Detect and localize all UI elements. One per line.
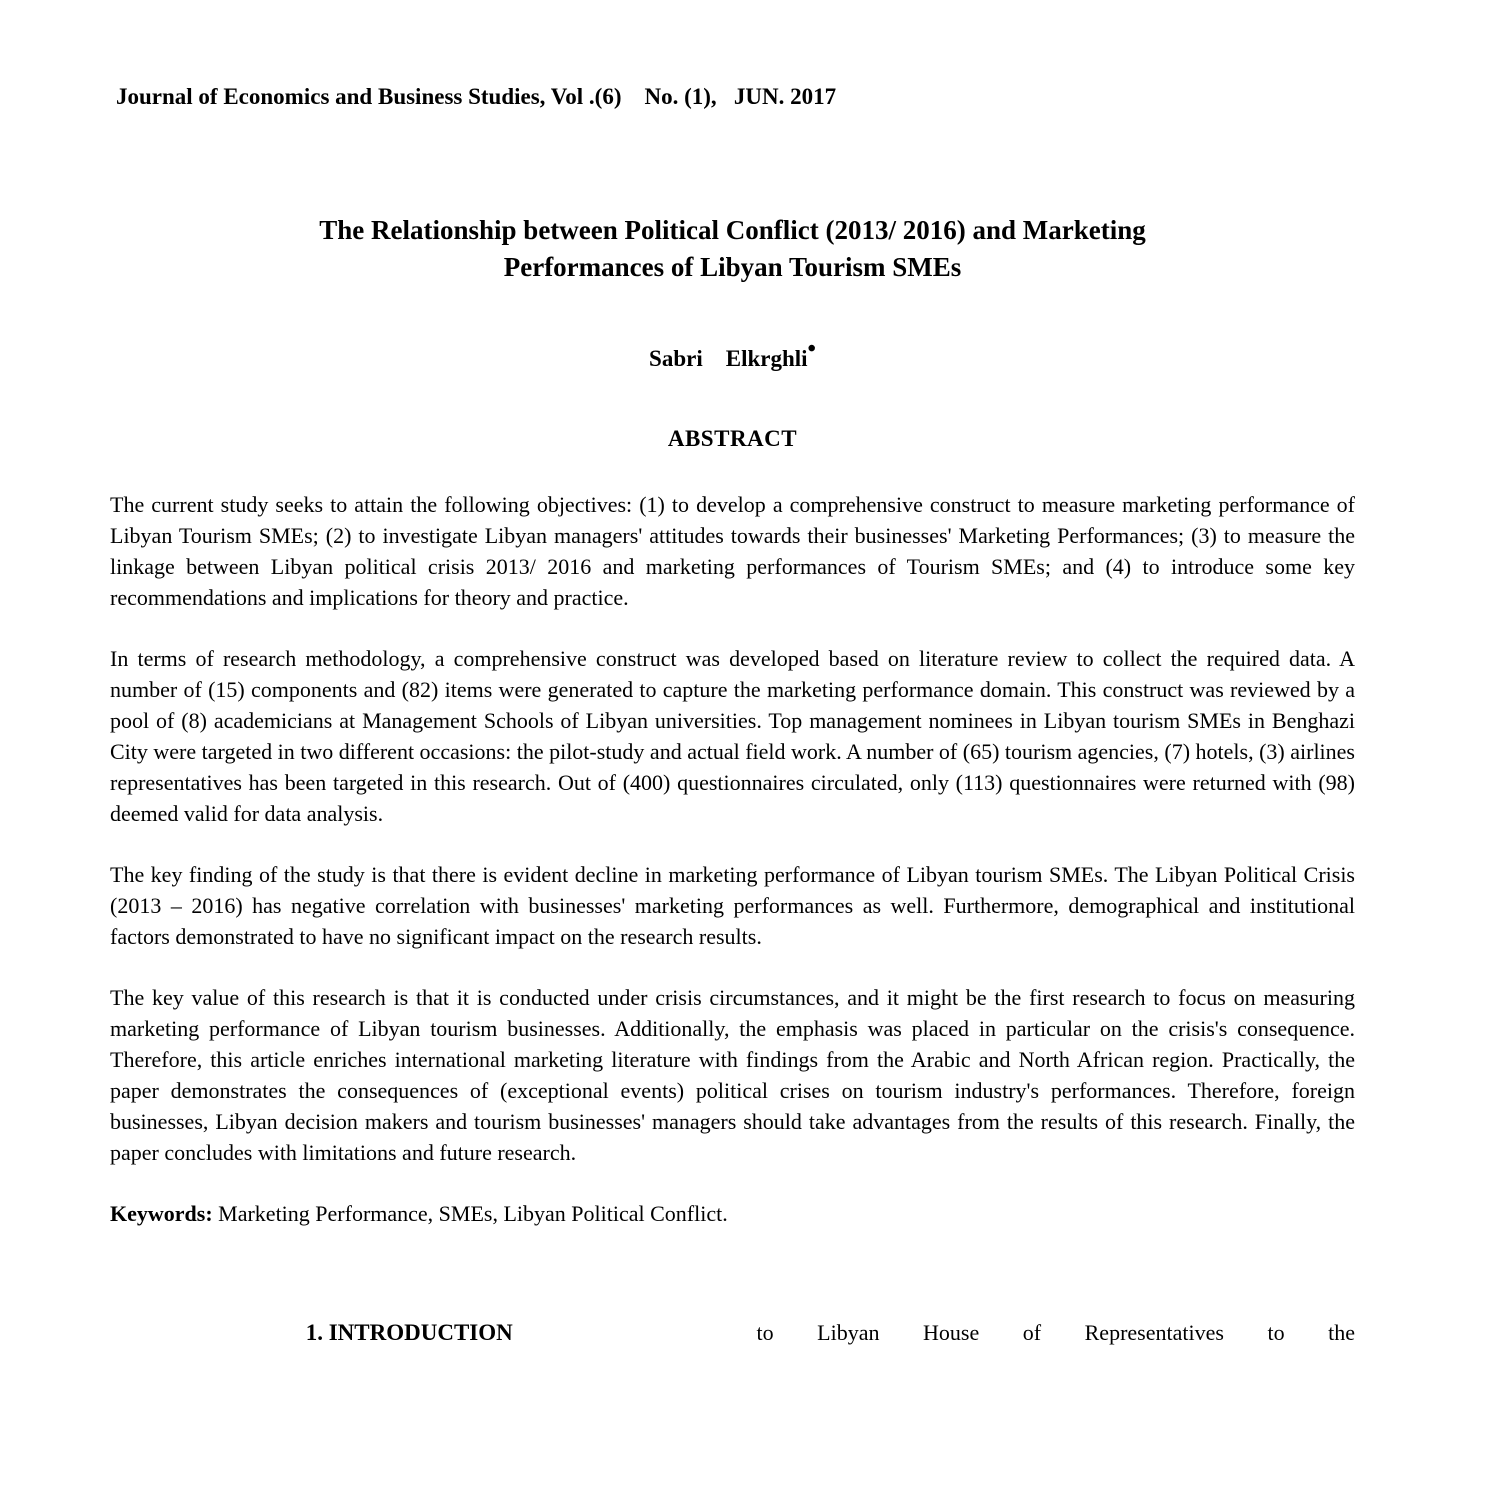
keywords-label: Keywords: — [110, 1201, 213, 1226]
abstract-paragraph-4: The key value of this research is that it is conducted under crisis circumstances, and it might be the first research to focus on measuring marketing performance of Libyan tourism businesses. Additionally, the emphasis was placed in particular on the crisis's consequence. Therefore, this article enriches international marketing literature with findings from the Arabic and North African region. Practically, the paper demonstrates the consequences of (exceptional events) political crises on tourism industry's performances. Therefore, foreign businesses, Libyan decision makers and tourism businesses' managers should take advantages from the results of this research. Finally, the paper concludes with limitations and future research. — [110, 985, 1355, 1165]
paper-title — [110, 212, 1355, 286]
abstract-paragraph-1: The current study seeks to attain the following objectives: (1) to develop a comprehensive construct to measure marketing performance of Libyan Tourism SMEs; (2) to investigate Libyan managers' attitudes towards their businesses' Marketing Performances; (3) to measure the linkage between Libyan political crisis 2013/ 2016 and marketing performances of Tourism SMEs; and (4) to introduce some key recommendations and implications for theory and practice. — [110, 492, 1355, 610]
left-column — [110, 1317, 709, 1348]
abstract-paragraph-2: In terms of research methodology, a comprehensive construct was developed based on literature review to collect the required data. A number of (15) components and (82) items were generated to capture the marketing performance domain. This construct was reviewed by a pool of (8) academicians at Management Schools of Libyan universities. Top management nominees in Libyan tourism SMEs in Benghazi City were targeted in two different occasions: the pilot-study and actual field work. A number of (65) tourism agencies, (7) hotels, (3) airlines representatives has been targeted in this research. Out of (400) questionnaires circulated, only (113) questionnaires were returned with (98) deemed valid for data analysis. — [110, 646, 1355, 826]
author-name: Sabri Elkrghli — [649, 346, 808, 371]
section-heading-introduction: 1. INTRODUCTION — [305, 1320, 513, 1345]
abstract-heading: ABSTRACT — [667, 426, 798, 451]
abstract-paragraph-3: The key finding of the study is that there is evident decline in marketing performance of Libyan tourism SMEs. The Libyan Political Crisis (2013 – 2016) has negative correlation with businesses' marketing performances as well. Furthermore, demographical and institutional factors demonstrated to have no significant impact on the research results. — [110, 862, 1355, 949]
paper-title-line-2: Performances of Libyan Tourism SMEs — [503, 252, 962, 282]
journal-header-line: Journal of Economics and Business Studies, Vol .(6) No. (1), JUN. 2017 — [116, 84, 837, 109]
body-columns — [110, 1317, 1355, 1348]
paper-title-line-1: The Relationship between Political Conflict (2013/ 2016) and Marketing — [319, 215, 1146, 245]
right-column — [757, 1317, 1356, 1348]
author-footnote-mark: • — [807, 336, 816, 362]
keywords-line — [110, 1198, 1355, 1229]
keywords-text: Marketing Performance, SMEs, Libyan Political Conflict. — [218, 1201, 728, 1226]
introduction-paragraph-start: to Libyan House of Representatives to the — [756, 1320, 1355, 1345]
author-line — [110, 336, 1355, 372]
abstract-body — [110, 489, 1355, 1229]
